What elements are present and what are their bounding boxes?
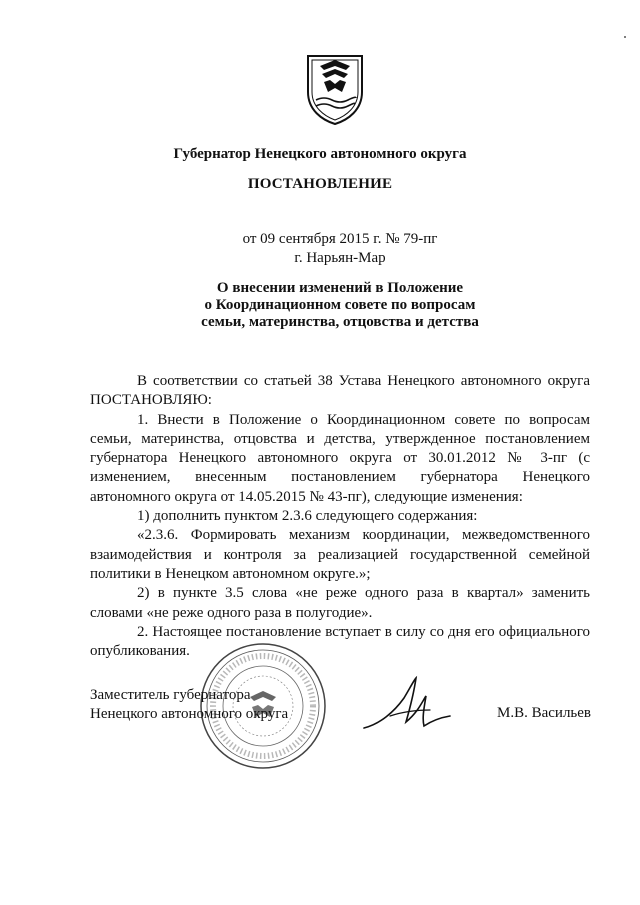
position-line: Ненецкого автономного округа (90, 706, 289, 722)
issuing-authority: Губернатор Ненецкого автономного округа (173, 146, 467, 162)
handwritten-signature-icon (360, 672, 456, 736)
paragraph: «2.3.6. Формировать механизм координации, межведомственного взаимодействия и контроля за реализацией государственной семейной политики в Ненецком автономном округе.»; (90, 527, 590, 582)
scan-speck (624, 36, 626, 38)
document-type: ПОСТАНОВЛЕНИЕ (247, 176, 393, 192)
subject-line: семьи, материнства, отцовства и детства (201, 314, 479, 330)
coat-of-arms-icon (302, 52, 368, 126)
signatory-position (90, 686, 288, 724)
paragraph: 1) дополнить пунктом 2.3.6 следующего содержания: (137, 508, 478, 525)
paragraph: 1. Внести в Положение о Координационном совете по вопросам семьи, материнства, отцовства и детства, утвержденное постановлением губернатора Ненецкого автономного округа от 30.01.2012 № 3-пг (с изменением, внесенным постановлением губернатора Ненецкого автономного округа от 14.05.2015 № 43-пг), следующие изменения: (90, 411, 590, 505)
subject-line: О внесении изменений в Положение (216, 280, 464, 296)
paragraph: 2) в пункте 3.5 слова «не реже одного раза в квартал» заменить словами «не реже одного раза в полугодие». (90, 585, 590, 621)
place: г. Нарьян-Мар (294, 250, 386, 266)
document-subject (20, 280, 640, 331)
position-line: Заместитель губернатора (90, 687, 251, 703)
document-meta (20, 230, 640, 268)
subject-line: о Координационном совете по вопросам (204, 297, 476, 313)
paragraph: 2. Настоящее постановление вступает в силу со дня его официального опубликования. (90, 623, 590, 660)
document-body (90, 372, 590, 661)
paragraph: В соответствии со статьей 38 Устава Ненецкого автономного округа ПОСТАНОВЛЯЮ: (90, 373, 590, 409)
signatory-name: М.В. Васильев (497, 705, 592, 721)
date-number: от 09 сентября 2015 г. № 79-пг (242, 231, 438, 247)
